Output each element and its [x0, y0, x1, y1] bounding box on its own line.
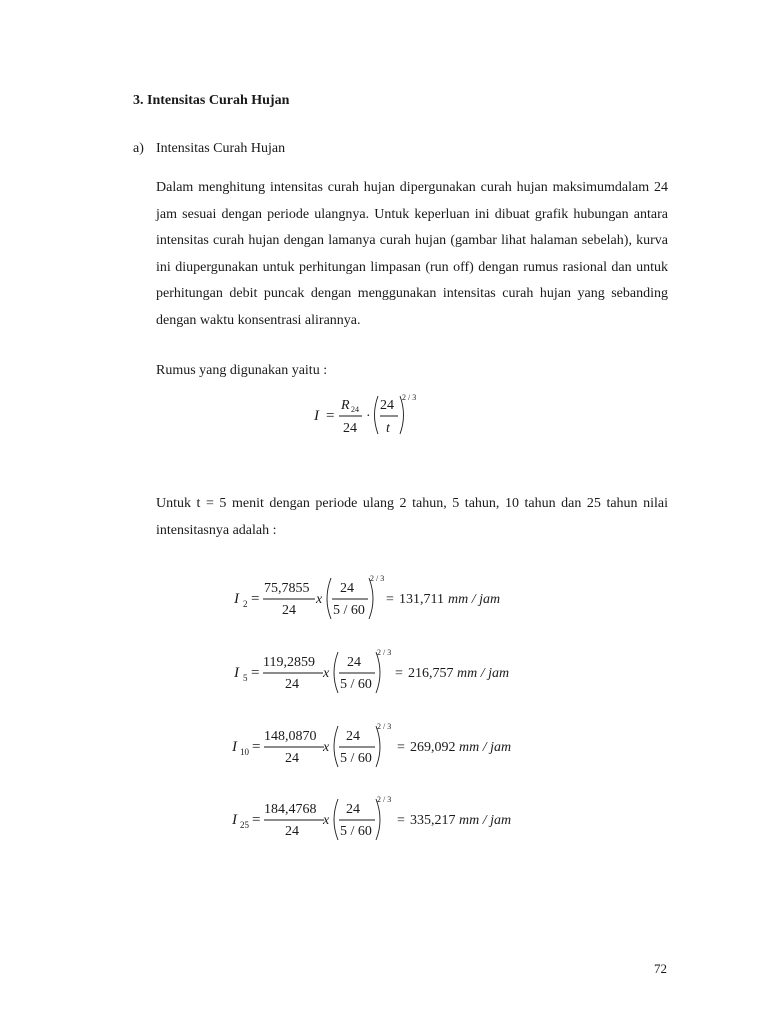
- calc-unit: mm / jam: [459, 813, 512, 828]
- calc-inner-numerator: 24: [346, 802, 360, 817]
- calc-inner-denominator: 5 / 60: [340, 824, 372, 839]
- calculation-i2: [230, 572, 550, 624]
- calc-times: x: [323, 813, 330, 828]
- calc-inner-numerator: 24: [340, 581, 354, 596]
- calc-denominator: 24: [285, 677, 299, 692]
- calc-left-paren: [327, 578, 331, 619]
- calc-exponent: 2 / 3: [377, 795, 392, 804]
- calc-result-equals: =: [395, 666, 403, 681]
- formula-numerator-subscript: 24: [351, 405, 359, 414]
- calc-equals: =: [251, 665, 260, 681]
- formula-numerator-symbol: R: [341, 398, 350, 413]
- calc-unit: mm / jam: [457, 666, 510, 681]
- calc-numerator: 184,4768: [264, 802, 317, 817]
- calc-times: x: [323, 666, 330, 681]
- intensity-formula: [310, 388, 450, 440]
- formula-exponent: 2 / 3: [402, 393, 417, 402]
- calc-result-equals: =: [397, 740, 405, 755]
- calculation-i5: [230, 646, 550, 698]
- calc-times: x: [323, 740, 330, 755]
- calc-inner-denominator: 5 / 60: [333, 603, 365, 618]
- calc-subscript: 25: [240, 820, 249, 830]
- calculation-intro: Untuk t = 5 menit dengan periode ulang 2 tahun, 5 tahun, 10 tahun dan 25 tahun nilai intensitasnya adalah :: [156, 496, 668, 538]
- calc-unit: mm / jam: [459, 740, 512, 755]
- calc-right-paren: [376, 799, 380, 840]
- calc-inner-denominator: 5 / 60: [340, 677, 372, 692]
- calc-inner-denominator: 5 / 60: [340, 751, 372, 766]
- calc-left-paren: [334, 652, 338, 693]
- calc-unit: mm / jam: [448, 592, 501, 607]
- calc-numerator: 119,2859: [263, 655, 315, 670]
- calc-left-paren: [334, 799, 338, 840]
- calc-right-paren: [376, 652, 380, 693]
- page-number: 72: [654, 961, 667, 976]
- intro-paragraph: Dalam menghitung intensitas curah hujan dipergunakan curah hujan maksimumdalam 24 jam sesuai dengan periode ulangnya. Untuk keperluan ini dibuat grafik hubungan antara intensitas curah hujan dengan lamanya curah hujan (gambar lihat halaman sebelah), kurva ini diupergunakan untuk perhitungan limpasan (run off) dengan rumus rasional dan untuk perhitungan debit puncak dengan menggunakan intensitas curah hujan yang sebanding dengan waktu konsentrasi alirannya.: [156, 180, 668, 328]
- calc-equals: =: [252, 739, 261, 755]
- subsection-marker: a): [133, 141, 144, 156]
- formula-denominator: 24: [343, 421, 357, 436]
- formula-dot: ·: [366, 409, 371, 424]
- formula-inner-numerator: 24: [380, 398, 394, 413]
- calc-subscript: 2: [243, 599, 248, 609]
- calc-inner-numerator: 24: [347, 655, 361, 670]
- calc-equals: =: [251, 591, 260, 607]
- calc-symbol: I: [232, 739, 237, 755]
- calc-denominator: 24: [282, 603, 296, 618]
- calc-numerator: 75,7855: [264, 581, 310, 596]
- calc-denominator: 24: [285, 824, 299, 839]
- formula-inner-denominator: t: [386, 421, 390, 436]
- calc-symbol: I: [232, 812, 237, 828]
- calc-equals: =: [252, 812, 261, 828]
- calc-subscript: 5: [243, 673, 248, 683]
- calc-result: 269,092: [410, 740, 456, 755]
- calc-right-paren: [369, 578, 373, 619]
- subsection-title: Intensitas Curah Hujan: [156, 141, 286, 156]
- section-title: 3. Intensitas Curah Hujan: [133, 93, 290, 108]
- calc-result-equals: =: [397, 813, 405, 828]
- calc-denominator: 24: [285, 751, 299, 766]
- calc-inner-numerator: 24: [346, 729, 360, 744]
- formula-equals: =: [326, 408, 335, 424]
- calc-symbol: I: [234, 591, 239, 607]
- calc-exponent: 2 / 3: [370, 574, 385, 583]
- formula-left-paren: [375, 396, 379, 434]
- calc-numerator: 148,0870: [264, 729, 317, 744]
- calc-exponent: 2 / 3: [377, 648, 392, 657]
- calc-subscript: 10: [240, 747, 249, 757]
- calc-symbol: I: [234, 665, 239, 681]
- calc-left-paren: [334, 726, 338, 767]
- calculation-i25: [228, 793, 548, 845]
- calc-exponent: 2 / 3: [377, 722, 392, 731]
- calc-result-equals: =: [386, 592, 394, 607]
- calc-right-paren: [376, 726, 380, 767]
- calc-result: 335,217: [410, 813, 456, 828]
- calc-times: x: [316, 592, 323, 607]
- calc-result: 216,757: [408, 666, 454, 681]
- calculation-i10: [228, 720, 548, 772]
- calc-result: 131,711: [399, 592, 444, 607]
- formula-lhs: I: [314, 408, 319, 424]
- formula-label: Rumus yang digunakan yaitu :: [156, 363, 328, 378]
